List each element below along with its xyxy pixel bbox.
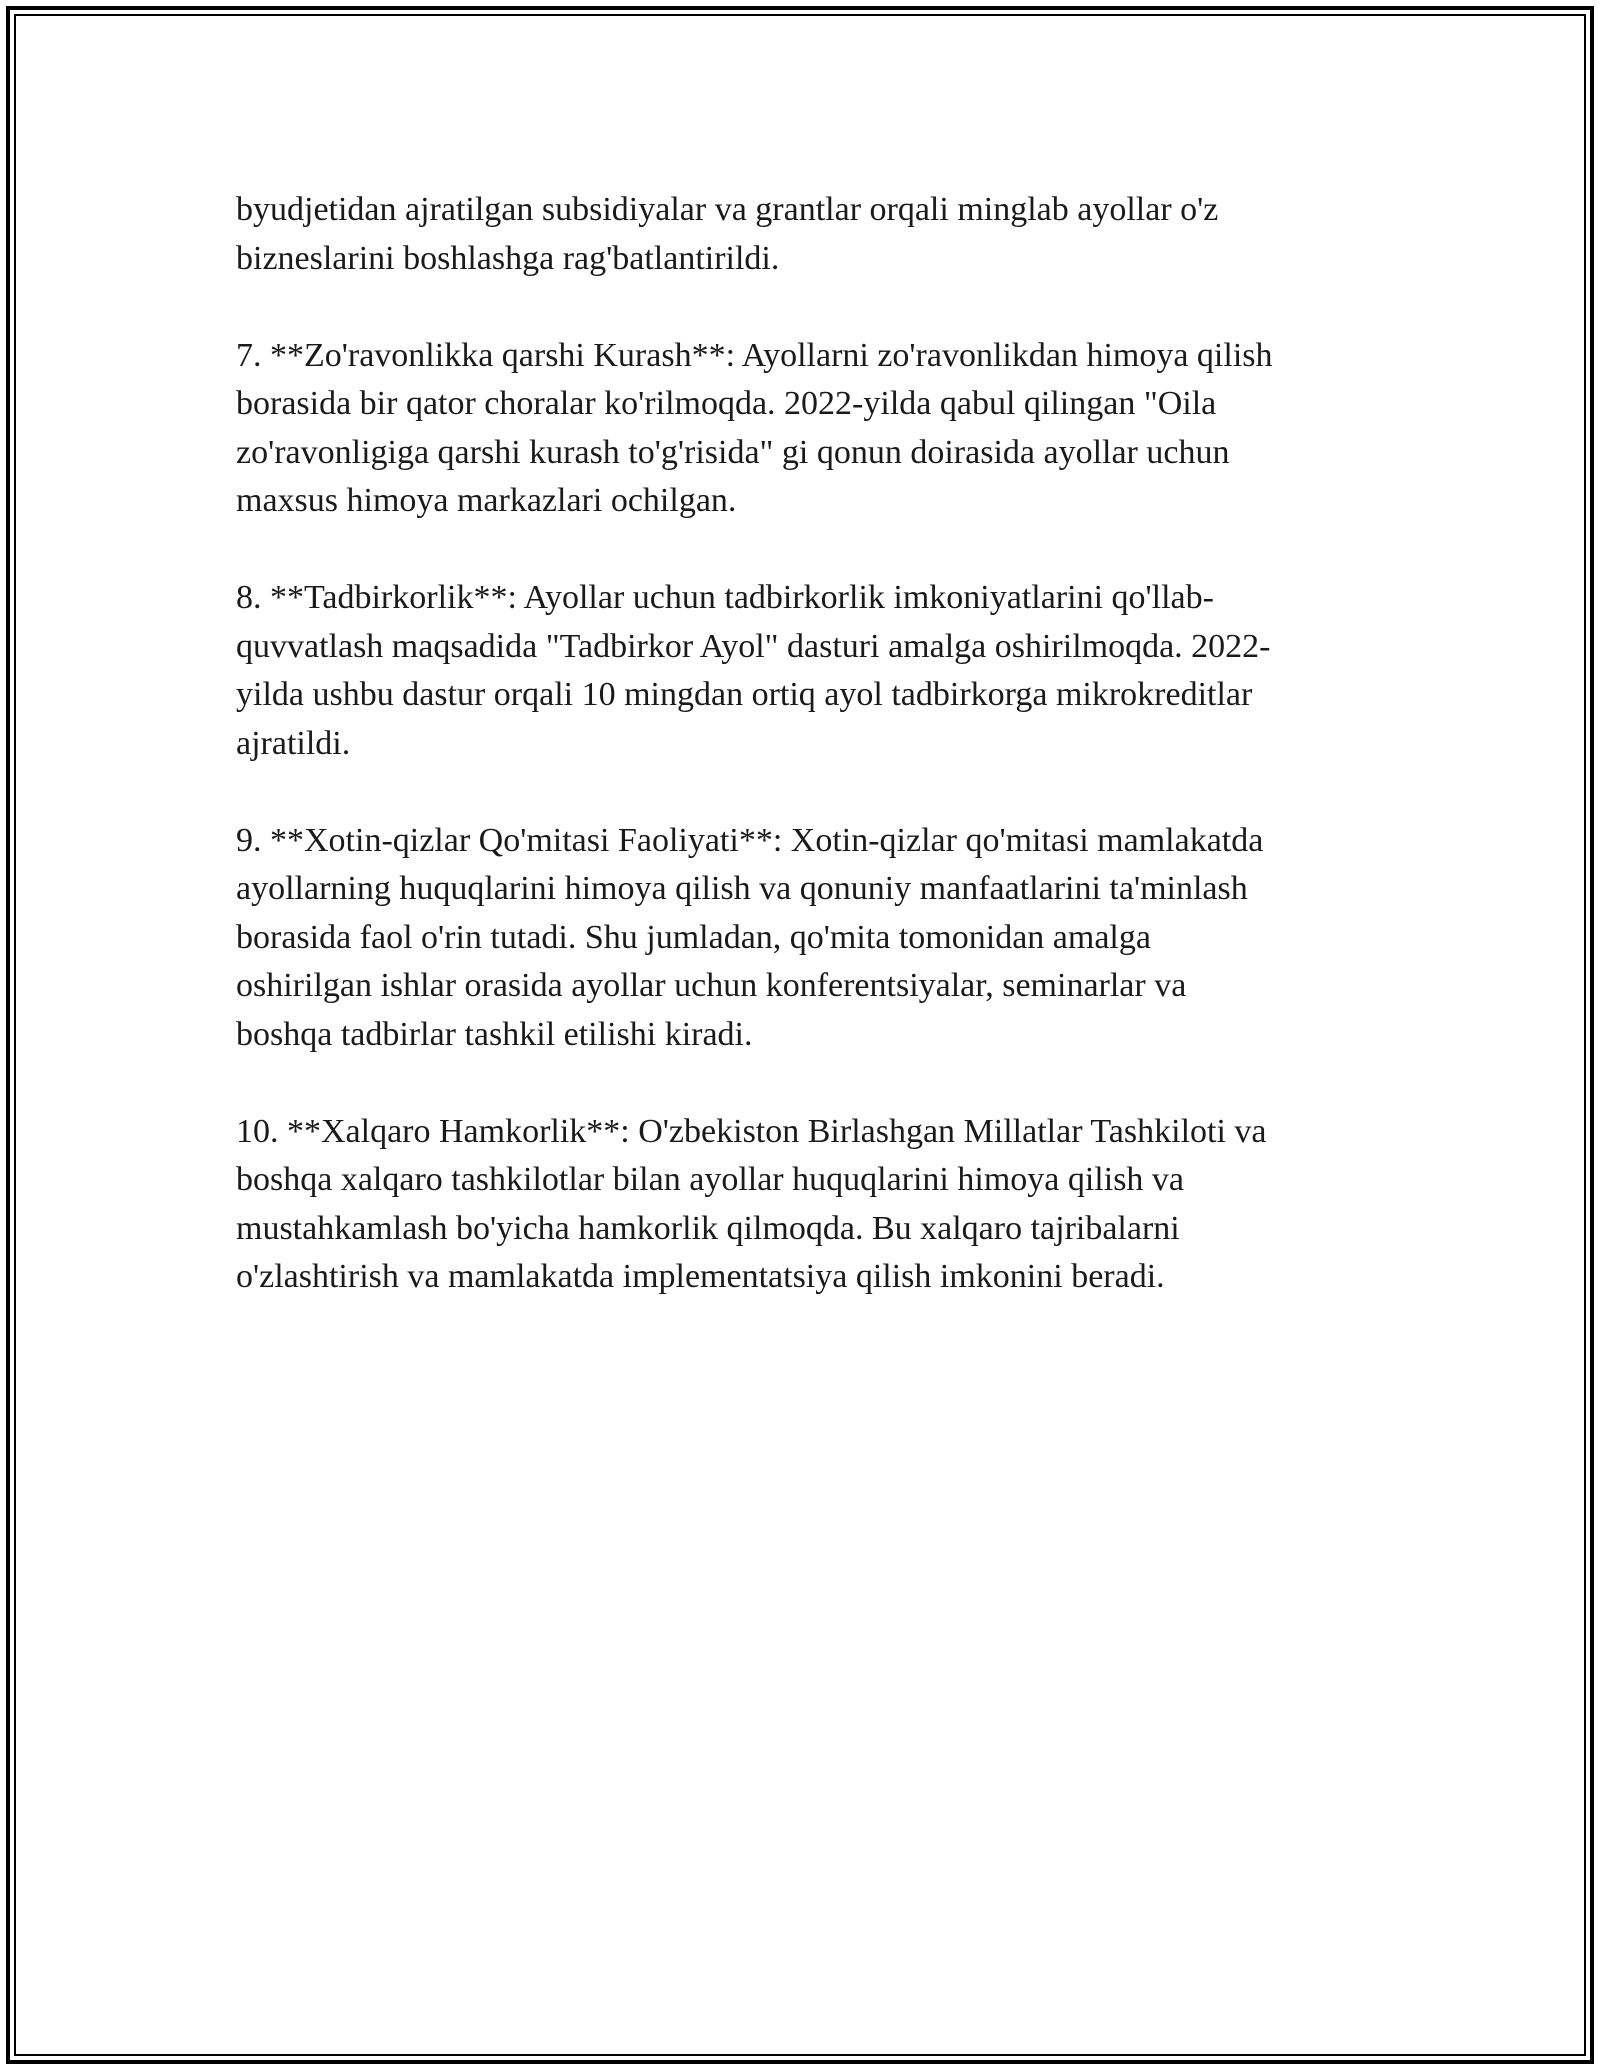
paragraph-continuation: byudjetidan ajratilgan subsidiyalar va grantlar orqali minglab ayollar o'z bizneslarini boshlashga rag'batlantirildi.: [236, 191, 1219, 277]
document-body: [236, 186, 1376, 1350]
paragraph-item-7: 7. **Zo'ravonlikka qarshi Kurash**: Ayollarni zo'ravonlikdan himoya qilish borasida bir qator choralar ko'rilmoqda. 2022-yilda qabul qilingan "Oila zo'ravonligiga qarshi kurash to'g'risida" gi qonun doirasida ayollar uchun maxsus himoya markazlari ochilgan.: [236, 336, 1273, 519]
paragraph-item-8: 8. **Tadbirkorlik**: Ayollar uchun tadbirkorlik imkoniyatlarini qo'llab- quvvatlash maqsadida "Tadbirkor Ayol" dasturi amalga oshirilmoqda. 2022- yilda ushbu dastur orqali 10 mingdan ortiq ayol tadbirkorga mikrokreditlar ajratildi.: [236, 579, 1271, 762]
paragraph-item-9: 9. **Xotin-qizlar Qo'mitasi Faoliyati**: Xotin-qizlar qo'mitasi mamlakatda ayollarning huquqlarini himoya qilish va qonuniy manfaatlarini ta'minlash borasida faol o'rin tutadi. Shu jumladan, qo'mita tomonidan amalga oshirilgan ishlar orasida ayollar uchun konferentsiyalar, seminarlar va boshqa tadbirlar tashkil etilishi kiradi.: [236, 821, 1264, 1053]
paragraph-item-10: 10. **Xalqaro Hamkorlik**: O'zbekiston Birlashgan Millatlar Tashkiloti va boshqa xalqaro tashkilotlar bilan ayollar huquqlarini himoya qilish va mustahkamlash bo'yicha hamkorlik qilmoqda. Bu xalqaro tajribalarni o'zlashtirish va mamlakatda implementatsiya qilish imkonini beradi.: [236, 1112, 1267, 1295]
